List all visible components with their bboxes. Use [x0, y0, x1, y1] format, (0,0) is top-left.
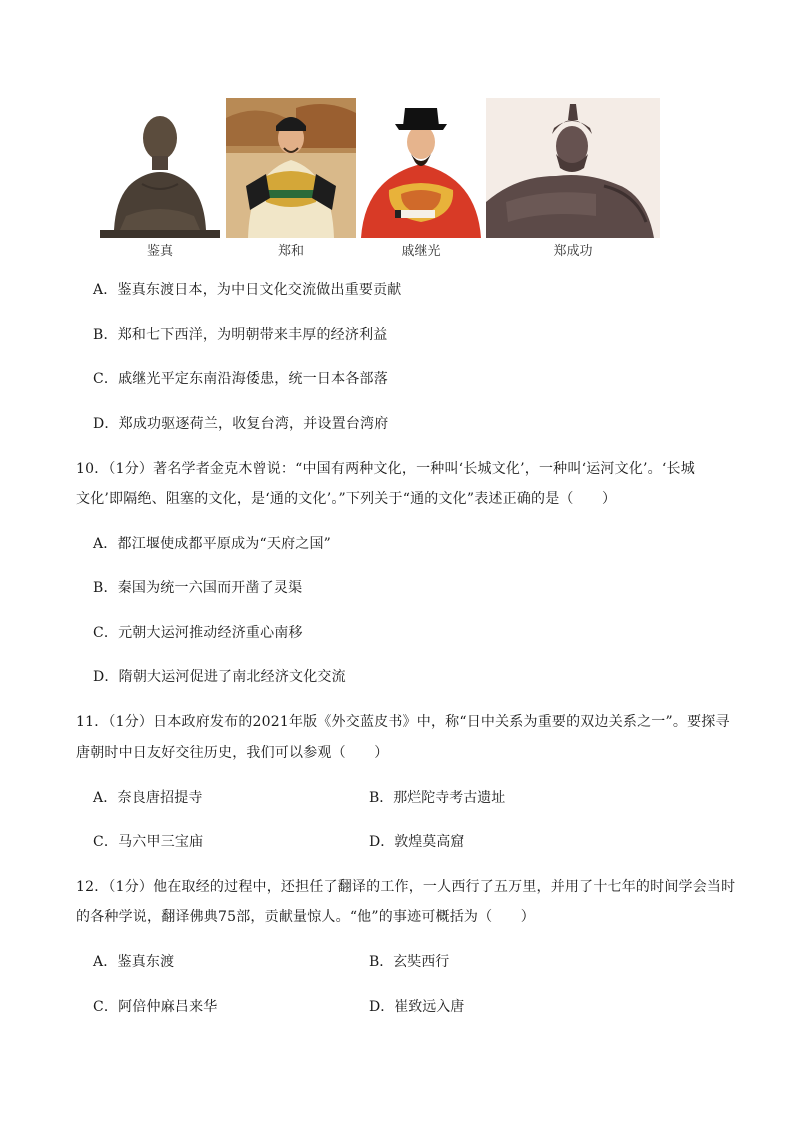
q9-option-a: A．鉴真东渡日本，为中日文化交流做出重要贡献 — [93, 282, 402, 298]
q10-option-b: B．秦国为统一六国而开凿了灵渠 — [93, 580, 303, 596]
monk-statue-icon — [96, 98, 224, 238]
q12-stem-line1: 12．（1分）他在取经的过程中，还担任了翻译的工作，一人西行了五万里，并用了十七年的时间学会当时 — [76, 879, 736, 895]
figure-caption: 郑成功 — [553, 244, 593, 259]
q11-stem-line2: 唐朝时中日友好交往历史，我们可以参观（ ） — [76, 745, 389, 761]
q12-option-d: D．崔致远入唐 — [369, 999, 465, 1015]
figure-jianzhen — [96, 98, 224, 263]
figure-caption: 郑和 — [277, 244, 304, 259]
figure-caption: 鉴真 — [146, 244, 173, 259]
figure-zhenghe — [226, 98, 356, 263]
q12-option-a: A．鉴真东渡 — [93, 954, 175, 970]
general-portrait-icon — [359, 98, 483, 238]
q11-option-c: C．马六甲三宝庙 — [93, 834, 204, 850]
q11-option-a: A．奈良唐招提寺 — [93, 790, 203, 806]
q10-option-d: D．隋朝大运河促进了南北经济文化交流 — [93, 669, 346, 685]
q12-stem-line2: 的各种学说，翻译佛典75部，贡献量惊人。“他”的事迹可概括为（ ） — [76, 909, 535, 925]
q10-stem-line2: 文化’即隔绝、阻塞的文化，是‘通的文化’。”下列关于“通的文化”表述正确的是（ ） — [76, 491, 617, 507]
q11-option-d: D．敦煌莫高窟 — [369, 834, 465, 850]
q9-option-c: C．戚继光平定东南沿海倭患，统一日本各部落 — [93, 371, 388, 387]
q10-option-a: A．都江堰使成都平原成为“天府之国” — [93, 536, 332, 552]
figure-strip — [96, 98, 660, 263]
q10-option-c: C．元朝大运河推动经济重心南移 — [93, 625, 303, 641]
admiral-portrait-icon — [226, 98, 356, 238]
figure-qijiguang — [359, 98, 483, 263]
figure-caption: 戚继光 — [401, 244, 441, 259]
q12-option-b: B．玄奘西行 — [369, 954, 450, 970]
q9-option-b: B．郑和七下西洋，为明朝带来丰厚的经济利益 — [93, 327, 388, 343]
q10-stem-line1: 10．（1分）著名学者金克木曾说：“中国有两种文化，一种叫‘长城文化’，一种叫‘运河文化’。‘长城 — [76, 461, 695, 477]
q9-option-d: D．郑成功驱逐荷兰，收复台湾，并设置台湾府 — [93, 416, 389, 432]
q11-stem-line1: 11．（1分）日本政府发布的2021年版《外交蓝皮书》中，称“日中关系为重要的双边关系之一”。要探寻 — [76, 714, 730, 730]
warrior-statue-icon — [486, 98, 660, 238]
q11-option-b: B．那烂陀寺考古遗址 — [369, 790, 506, 806]
figure-zhengchenggong — [486, 98, 660, 263]
q12-option-c: C．阿倍仲麻吕来华 — [93, 999, 218, 1015]
